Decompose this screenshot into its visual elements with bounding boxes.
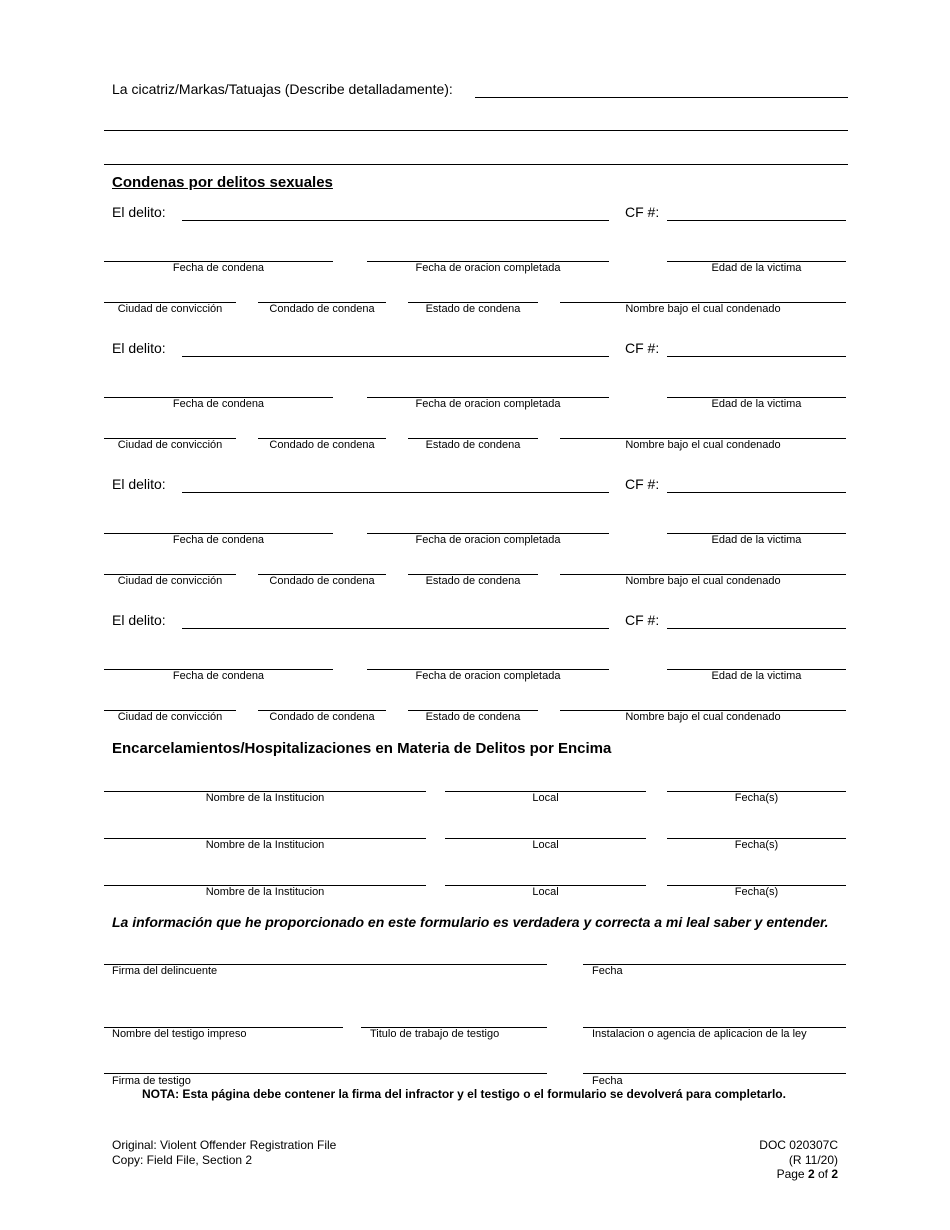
offender-date-label: Fecha <box>592 965 623 977</box>
footer-revision: (R 11/20) <box>788 1153 838 1167</box>
footer-copy: Copy: Field File, Section 2 <box>112 1153 253 1167</box>
location-label: Local <box>532 886 559 898</box>
victim-age-label: Edad de la victima <box>711 670 802 682</box>
crime-label: El delito: <box>112 612 166 628</box>
institution-label: Nombre de la Institucion <box>205 792 325 804</box>
page-total: 2 <box>831 1167 838 1181</box>
conviction-county-label: Condado de condena <box>269 711 375 723</box>
conviction-date-label: Fecha de condena <box>172 262 265 274</box>
agency-label: Instalacion o agencia de aplicacion de la ley <box>592 1028 807 1040</box>
convicted-name-label: Nombre bajo el cual condenado <box>625 711 781 723</box>
witness-name-label: Nombre del testigo impreso <box>112 1028 247 1040</box>
return-note: NOTA: Esta página debe contener la firma del infractor y el testigo o el formulario se devolverá para completarlo. <box>142 1087 786 1101</box>
conviction-state-label: Estado de condena <box>425 303 521 315</box>
cf-input[interactable] <box>667 612 846 629</box>
conviction-city-label: Ciudad de convicción <box>117 439 223 451</box>
convicted-name-label: Nombre bajo el cual condenado <box>625 439 781 451</box>
scars-input-line-3[interactable] <box>104 148 848 165</box>
conviction-date-label: Fecha de condena <box>172 534 265 546</box>
conviction-state-label: Estado de condena <box>425 711 521 723</box>
cf-input[interactable] <box>667 204 846 221</box>
witness-title-label: Titulo de trabajo de testigo <box>370 1028 500 1040</box>
dates-label: Fecha(s) <box>734 886 779 898</box>
conviction-county-label: Condado de condena <box>269 439 375 451</box>
victim-age-label: Edad de la victima <box>711 534 802 546</box>
scars-input[interactable] <box>475 81 848 98</box>
witness-date-label: Fecha <box>592 1075 623 1087</box>
cf-label: CF #: <box>625 340 660 356</box>
crime-input[interactable] <box>182 340 609 357</box>
scars-label: La cicatriz/Markas/Tatuajas (Describe detalladamente): <box>112 81 453 97</box>
witness-signature-input[interactable] <box>104 1073 547 1074</box>
witness-signature-label: Firma de testigo <box>112 1075 191 1087</box>
conviction-city-label: Ciudad de convicción <box>117 711 223 723</box>
sex-convictions-heading: Condenas por delitos sexuales <box>112 174 333 191</box>
location-label: Local <box>532 792 559 804</box>
footer-original: Original: Violent Offender Registration File <box>112 1138 337 1152</box>
witness-date-input[interactable] <box>583 1073 846 1074</box>
cf-label: CF #: <box>625 612 660 628</box>
conviction-date-label: Fecha de condena <box>172 670 265 682</box>
sentence-completed-label: Fecha de oracion completada <box>415 534 561 546</box>
offender-signature-label: Firma del delincuente <box>112 965 218 977</box>
incarcerations-heading: Encarcelamientos/Hospitalizaciones en Materia de Delitos por Encima <box>112 740 612 757</box>
cf-input[interactable] <box>667 476 846 493</box>
conviction-state-label: Estado de condena <box>425 439 521 451</box>
certification-statement: La información que he proporcionado en este formulario es verdadera y correcta a mi leal saber y entender. <box>112 914 829 930</box>
institution-label: Nombre de la Institucion <box>205 886 325 898</box>
crime-input[interactable] <box>182 204 609 221</box>
crime-input[interactable] <box>182 476 609 493</box>
scars-input-line-2[interactable] <box>104 114 848 131</box>
conviction-county-label: Condado de condena <box>269 575 375 587</box>
location-label: Local <box>532 839 559 851</box>
sentence-completed-label: Fecha de oracion completada <box>415 262 561 274</box>
sentence-completed-label: Fecha de oracion completada <box>415 398 561 410</box>
crime-input[interactable] <box>182 612 609 629</box>
conviction-state-label: Estado de condena <box>425 575 521 587</box>
crime-label: El delito: <box>112 204 166 220</box>
dates-label: Fecha(s) <box>734 792 779 804</box>
crime-label: El delito: <box>112 476 166 492</box>
footer-doc-number: DOC 020307C <box>759 1138 838 1152</box>
dates-label: Fecha(s) <box>734 839 779 851</box>
sentence-completed-label: Fecha de oracion completada <box>415 670 561 682</box>
footer-page-number <box>777 1167 838 1181</box>
cf-input[interactable] <box>667 340 846 357</box>
institution-label: Nombre de la Institucion <box>205 839 325 851</box>
conviction-city-label: Ciudad de convicción <box>117 303 223 315</box>
cf-label: CF #: <box>625 204 660 220</box>
victim-age-label: Edad de la victima <box>711 262 802 274</box>
cf-label: CF #: <box>625 476 660 492</box>
convicted-name-label: Nombre bajo el cual condenado <box>625 303 781 315</box>
convicted-name-label: Nombre bajo el cual condenado <box>625 575 781 587</box>
page-prefix: Page <box>776 1167 808 1181</box>
conviction-city-label: Ciudad de convicción <box>117 575 223 587</box>
crime-label: El delito: <box>112 340 166 356</box>
conviction-date-label: Fecha de condena <box>172 398 265 410</box>
page-of: of <box>814 1167 832 1181</box>
victim-age-label: Edad de la victima <box>711 398 802 410</box>
page-current: 2 <box>807 1167 815 1181</box>
conviction-county-label: Condado de condena <box>269 303 375 315</box>
